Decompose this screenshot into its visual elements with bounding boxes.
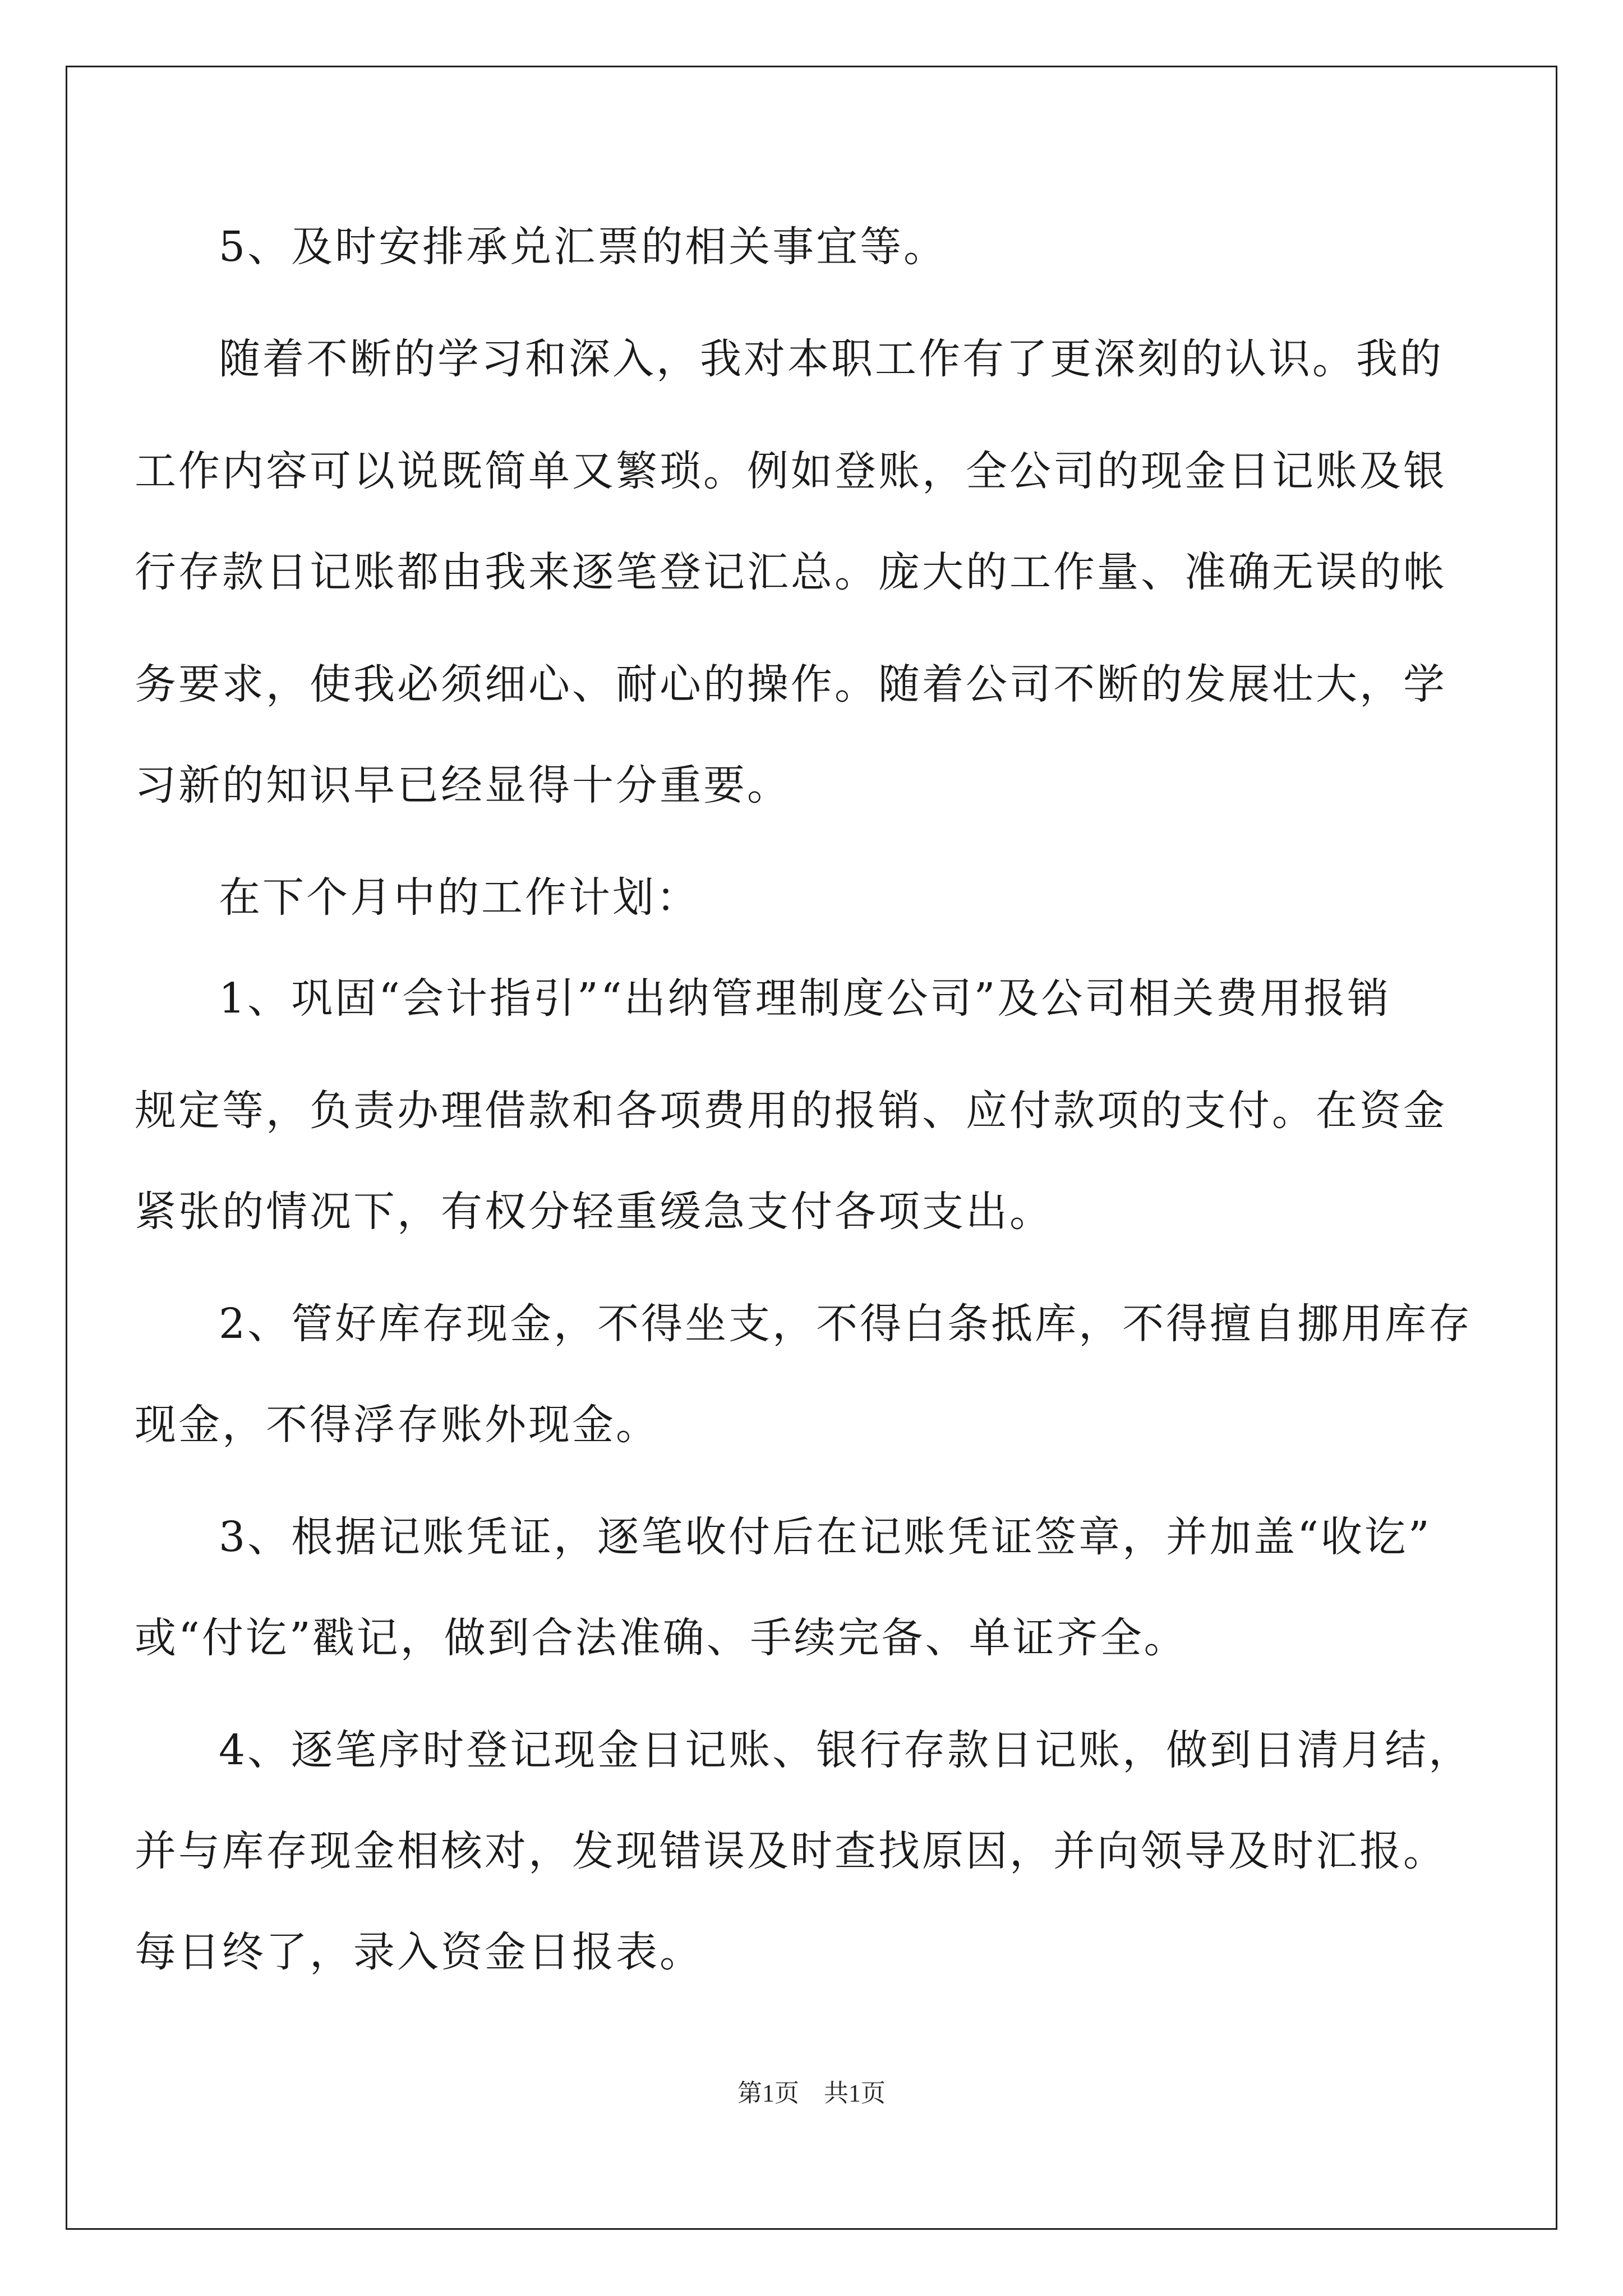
paragraph-5-line-1: 2、管好库存现金，不得坐支，不得白条抵库，不得擅自挪用库存: [219, 1300, 1473, 1348]
paragraph-2-line-1: 随着不断的学习和深入，我对本职工作有了更深刻的认识。我的: [219, 335, 1444, 383]
paragraph-2-line-4: 务要求，使我必须细心、耐心的操作。随着公司不断的发展壮大，学: [135, 660, 1447, 708]
paragraph-7-line-3: 每日终了，录入资金日报表。: [135, 1928, 703, 1976]
paragraph-7-line-1: 4、逐笔序时登记现金日记账、银行存款日记账，做到日清月结，: [219, 1726, 1473, 1774]
paragraph-1-line-1: 5、及时安排承兑汇票的相关事宜等。: [219, 223, 948, 271]
paragraph-7-line-2: 并与库存现金相核对，发现错误及时查找原因，并向领导及时汇报。: [135, 1827, 1447, 1875]
paragraph-3-line-1: 在下个月中的工作计划：: [219, 873, 700, 922]
paragraph-4-line-3: 紧张的情况下，有权分轻重缓急支付各项支出。: [135, 1188, 1053, 1236]
paragraph-6-line-2: 或“付讫”戳记，做到合法准确、手续完备、单证齐全。: [135, 1614, 1188, 1662]
paragraph-4-line-2: 规定等，负责办理借款和各项费用的报销、应付款项的支付。在资金: [135, 1087, 1447, 1135]
paragraph-6-line-1: 3、根据记账凭证，逐笔收付后在记账凭证签章，并加盖“收讫”: [219, 1513, 1432, 1561]
page-number-footer: 第1页 共1页: [737, 2079, 886, 2107]
paragraph-2-line-5: 习新的知识早已经显得十分重要。: [135, 761, 791, 809]
paragraph-2-line-2: 工作内容可以说既简单又繁琐。例如登账，全公司的现金日记账及银: [135, 447, 1447, 495]
paragraph-5-line-2: 现金，不得浮存账外现金。: [135, 1401, 660, 1449]
paragraph-2-line-3: 行存款日记账都由我来逐笔登记汇总。庞大的工作量、准确无误的帐: [135, 548, 1447, 596]
paragraph-4-line-1: 1、巩固“会计指引”“出纳管理制度公司”及公司相关费用报销: [219, 974, 1391, 1023]
page-border: [66, 66, 1557, 2230]
